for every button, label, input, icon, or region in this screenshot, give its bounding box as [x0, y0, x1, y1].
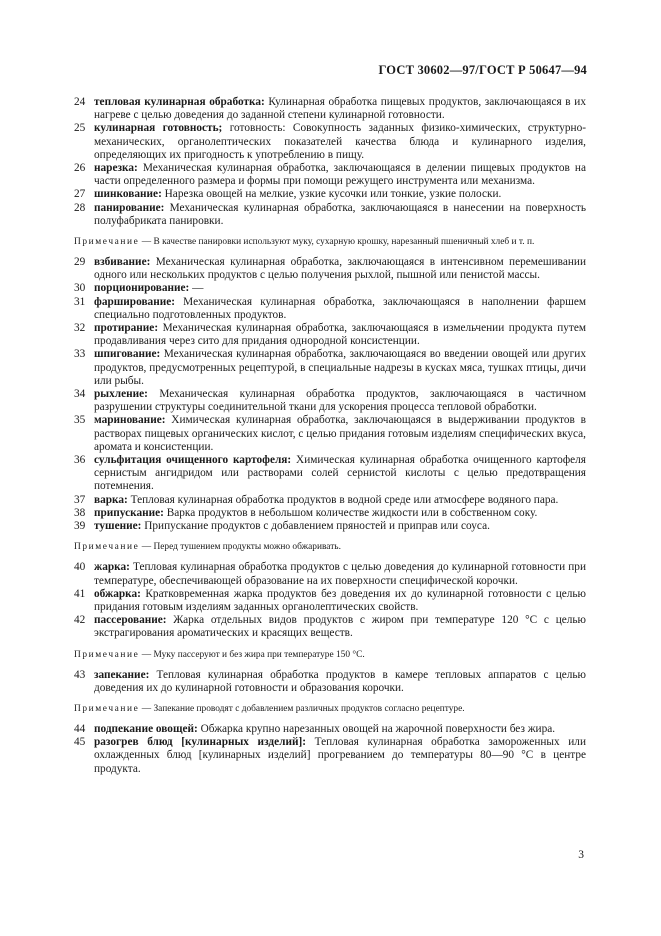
term-definition: готовность: Совокупность заданных физико-химических, структурно-механических, органолептических показателей качества блюда и кулинарного изделия, определяющих их пригодность к употреблению в пищу. — [94, 122, 586, 161]
term-body — [94, 188, 586, 201]
term-name: варка: — [94, 493, 128, 506]
term-number: 24 — [74, 96, 86, 108]
term-number: 42 — [74, 614, 86, 627]
term-name: тушение: — [94, 520, 142, 533]
terms-block-1 — [74, 96, 586, 228]
term-number: 26 — [74, 162, 86, 175]
term-name: сульфитация очищенного картофеля: — [94, 454, 292, 467]
note-text: — В качестве панировки используют муку, сухарную крошку, нарезанный пшеничный хлеб и т. п. — [139, 237, 535, 248]
term-number: 39 — [74, 520, 86, 533]
term-name: разогрев блюд [кулинарных изделий]: — [94, 736, 307, 749]
term-definition: Обжарка крупно нарезанных овощей на жарочной поверхности без жира. — [197, 722, 556, 735]
term-number: 27 — [74, 188, 86, 201]
term-body — [94, 736, 586, 776]
term-number: 33 — [74, 348, 86, 361]
terms-block-4 — [74, 669, 586, 695]
term-entry — [74, 322, 586, 348]
term-definition: Механическая кулинарная обработка, заключающаяся в нанесении на поверхность полуфабриката панировки. — [94, 201, 586, 227]
term-definition: — — [189, 282, 204, 295]
note-3 — [74, 649, 586, 661]
term-number: 31 — [74, 295, 86, 308]
term-definition: Механическая кулинарная обработка, заключающаяся во введении овощей или других продуктов, предусмотренных рецептурой, в специальные надрезы в кусках мяса, тушках птицы, дичи или рыбы. — [94, 348, 586, 387]
term-entry — [74, 614, 586, 640]
note-text: — Перед тушением продукты можно обжаривать. — [139, 542, 341, 553]
term-entry — [74, 348, 586, 388]
term-body — [94, 322, 586, 348]
note-4 — [74, 703, 586, 715]
term-name: шпигование: — [94, 348, 161, 361]
term-name: пассерование: — [94, 614, 167, 627]
term-body — [94, 614, 586, 640]
term-name: подпекание овощей: — [94, 722, 198, 735]
term-definition: Механическая кулинарная обработка, заключающаяся в измельчении продукта путем продавливания через сито для придания однородной консистенции. — [94, 322, 586, 348]
term-body — [94, 256, 586, 282]
term-entry — [74, 723, 586, 736]
term-body — [94, 494, 586, 507]
note-label: Примечание — [74, 237, 140, 248]
note-2 — [74, 541, 586, 553]
term-number: 29 — [74, 256, 86, 269]
term-entry — [74, 162, 586, 188]
term-definition: Припускание продуктов с добавлением пряностей и приправ или соуса. — [141, 520, 490, 533]
note-text: — Муку пассеруют и без жира при температуре 150 °С. — [139, 649, 365, 660]
note-text: — Запекание проводят с добавлением различных продуктов согласно рецептуре. — [139, 703, 465, 714]
terms-block-3 — [74, 561, 586, 640]
term-definition: Химическая кулинарная обработка, заключающаяся в выдерживании продуктов в растворах пищевых органических кислот, с целью придания готовым изделиям специфических вкуса, аромата и консистенции. — [94, 414, 586, 453]
page-number: 3 — [578, 849, 584, 861]
term-number: 43 — [74, 668, 86, 681]
term-name: жарка: — [94, 561, 130, 574]
term-entry — [74, 122, 586, 162]
terms-block-2 — [74, 256, 586, 533]
term-number: 35 — [74, 414, 86, 427]
term-entry — [74, 282, 586, 295]
term-body — [94, 122, 586, 162]
document-body — [74, 96, 586, 776]
term-entry — [74, 669, 586, 695]
term-entry — [74, 736, 586, 776]
term-entry — [74, 296, 586, 322]
term-body — [94, 454, 586, 494]
term-body — [94, 282, 586, 295]
terms-block-5 — [74, 723, 586, 776]
term-entry — [74, 588, 586, 614]
term-definition: Кулинарная обработка пищевых продуктов, заключающаяся в их нагреве с целью доведения до заданной степени кулинарной готовности. — [94, 96, 586, 122]
term-name: рыхление: — [94, 388, 148, 401]
term-entry — [74, 188, 586, 201]
term-name: обжарка: — [94, 587, 141, 600]
term-definition: Механическая кулинарная обработка, заключающаяся в делении пищевых продуктов на части определенного размера и формы при помощи режущего инструмента или механизма. — [94, 162, 586, 188]
term-body — [94, 348, 586, 388]
term-entry — [74, 96, 586, 122]
term-entry — [74, 388, 586, 414]
term-entry — [74, 454, 586, 494]
term-body — [94, 520, 586, 533]
term-definition: Нарезка овощей на мелкие, узкие кусочки или тонкие, узкие полоски. — [161, 188, 502, 201]
term-number: 25 — [74, 122, 86, 135]
term-name: шинкование: — [94, 188, 162, 201]
term-entry — [74, 494, 586, 507]
term-name: запекание: — [94, 668, 150, 681]
term-definition: Тепловая кулинарная обработка продуктов в камере тепловых аппаратов с целью доведения их до кулинарной готовности и образования корочки. — [94, 668, 586, 694]
term-entry — [74, 561, 586, 587]
term-body — [94, 202, 586, 228]
term-number: 36 — [74, 454, 86, 467]
term-body — [94, 296, 586, 322]
term-name: маринование: — [94, 414, 166, 427]
term-definition: Жарка отдельных видов продуктов с жиром при температуре 120 °С с целью экстрагирования ароматических и красящих веществ. — [94, 614, 586, 640]
term-number: 34 — [74, 388, 86, 401]
term-definition: Химическая кулинарная обработка очищенного картофеля сернистым ангидридом или растворами солей сернистой кислоты с целью предотвращения потемнения. — [94, 454, 586, 493]
term-number: 28 — [74, 201, 86, 214]
note-1 — [74, 236, 586, 248]
term-definition: Тепловая кулинарная обработка продуктов в водной среде или атмосфере водяного пара. — [127, 493, 559, 506]
term-body — [94, 723, 586, 736]
term-definition: Кратковременная жарка продуктов без доведения их до кулинарной готовности с целью придания готовым изделиям заданных органолептических свойств. — [94, 587, 586, 613]
term-definition: Механическая кулинарная обработка продуктов, заключающаяся в частичном разрушении структуры соединительной ткани для ускорения процесса тепловой обработки. — [94, 388, 586, 414]
term-definition: Механическая кулинарная обработка, заключающаяся в наполнении фаршем специально подготовленных продуктов. — [94, 295, 586, 321]
term-entry — [74, 414, 586, 454]
term-entry — [74, 520, 586, 533]
term-name: фарширование: — [94, 295, 175, 308]
term-entry — [74, 507, 586, 520]
term-name: кулинарная готовность; — [94, 122, 223, 135]
term-name: протирание: — [94, 322, 159, 335]
term-entry — [74, 202, 586, 228]
term-name: припускание: — [94, 506, 164, 519]
term-name: панирование: — [94, 201, 165, 214]
term-definition: Тепловая кулинарная обработка замороженных или охлажденных блюд [кулинарных изделий] прогреванием до температуры 80—90 °С в центре продукта. — [94, 736, 586, 775]
term-name: нарезка: — [94, 162, 138, 175]
term-number: 44 — [74, 722, 86, 735]
note-label: Примечание — [74, 703, 140, 714]
term-body — [94, 388, 586, 414]
term-name: тепловая кулинарная обработка: — [94, 96, 265, 108]
term-definition: Варка продуктов в небольшом количестве жидкости или в собственном соку. — [163, 506, 538, 519]
document-header: ГОСТ 30602—97/ГОСТ Р 50647—94 — [378, 63, 587, 77]
term-body — [94, 96, 586, 122]
term-number: 32 — [74, 322, 86, 335]
term-number: 38 — [74, 506, 86, 519]
term-body — [94, 507, 586, 520]
term-name: взбивание: — [94, 256, 151, 269]
term-body — [94, 588, 586, 614]
term-number: 41 — [74, 587, 86, 600]
term-body — [94, 414, 586, 454]
term-number: 30 — [74, 282, 86, 295]
term-number: 40 — [74, 561, 86, 574]
term-number: 37 — [74, 493, 86, 506]
term-body — [94, 561, 586, 587]
term-body — [94, 162, 586, 188]
term-definition: Механическая кулинарная обработка, заключающаяся в интенсивном перемешивании одного или нескольких продуктов с целью получения рыхлой, пышной или пенистой массы. — [94, 256, 586, 282]
term-number: 45 — [74, 736, 86, 749]
term-definition: Тепловая кулинарная обработка продуктов с целью доведения до кулинарной готовности при температуре, обеспечивающей образование на их поверхности специфической корочки. — [94, 561, 586, 587]
note-label: Примечание — [74, 649, 140, 660]
term-name: порционирование: — [94, 282, 190, 295]
term-body — [94, 669, 586, 695]
note-label: Примечание — [74, 542, 140, 553]
term-entry — [74, 256, 586, 282]
